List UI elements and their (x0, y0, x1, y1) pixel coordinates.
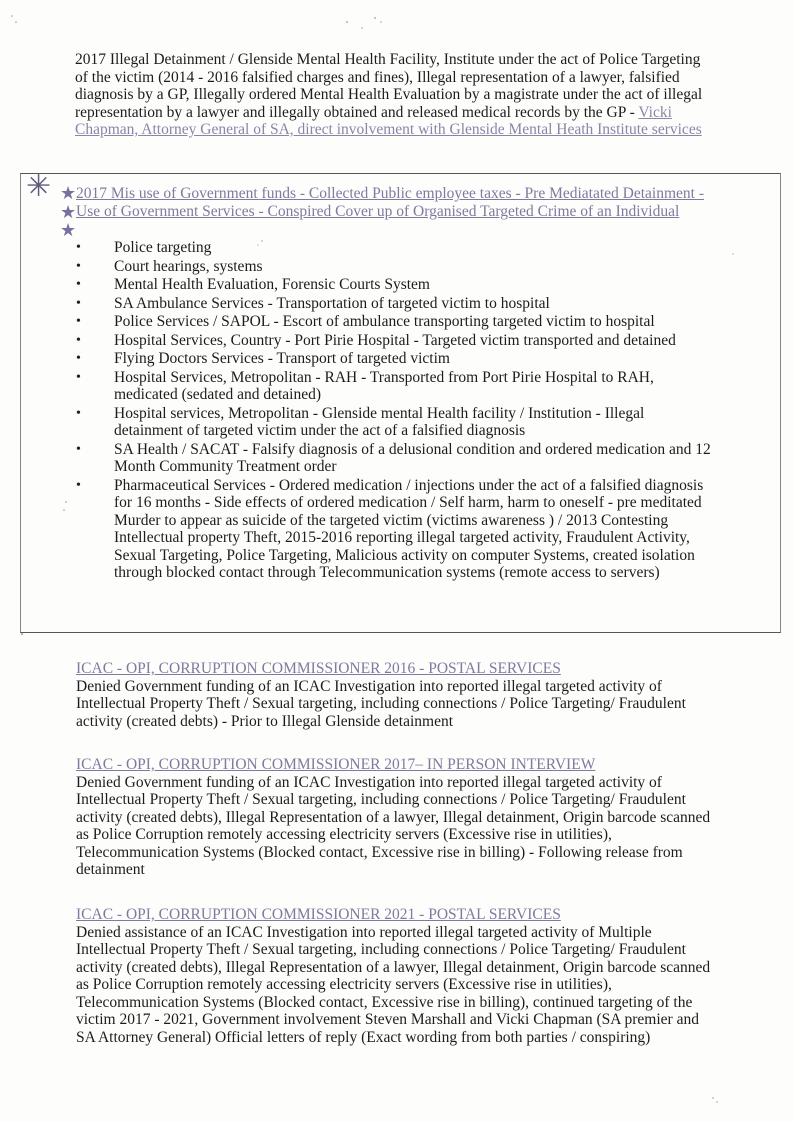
attorney-general-link[interactable]: Vicki Chapman, Attorney General of SA, direct involvement with Glenside Mental Heath Institute services (75, 103, 702, 138)
icac-2017-body: Denied Government funding of an ICAC Investigation into reported illegal targeted activity of Intellectual Property Theft / Sexual targeting, including connections / Police Targeting/ Fraudulent activity (created debts), Illegal Representation of a lawyer, Illegal detainment, Origin barcode scanned as Police Corruption remotely accessing electricity servers (Excessive rise in utilities), Telecommunication Systems (Blocked contact, Excessive rise in billing) - Following release from detainment (76, 773, 711, 878)
speck (11, 15, 13, 17)
speck (21, 633, 23, 635)
speck (257, 244, 258, 245)
list-item: • Hospital Services, Country - Port Pirie Hospital - Targeted victim transported and detained (76, 332, 716, 350)
asterisk-mark-icon: ✳ (26, 169, 52, 204)
speck (15, 21, 17, 23)
speck (716, 1101, 717, 1102)
icac-2016-body: Denied Government funding of an ICAC Investigation into reported illegal targeted activity of Intellectual Property Theft / Sexual targeting, including connections / Police Targeting/ Fraudulent activity (created debts) - Prior to Illegal Glenside detainment (76, 677, 686, 730)
star-mark-icon: ★ (60, 220, 77, 241)
speck (732, 253, 733, 254)
speck (374, 17, 376, 19)
speck (261, 240, 262, 241)
list-item: • Hospital Services, Metropolitan - RAH - Transported from Port Pirie Hospital to RAH, medicated (sedated and detained) (76, 369, 716, 404)
list-item: • Flying Doctors Services - Transport of targeted victim (76, 350, 716, 368)
list-item: • Mental Health Evaluation, Forensic Courts System (76, 276, 716, 294)
speck (346, 21, 348, 23)
list-item: • Pharmaceutical Services - Ordered medication / injections under the act of a falsified diagnosis for 16 months - Side effects of ordered medication / Self harm, harm to oneself - pre meditated Murder to appear as suicide of the targeted victim (victims awareness ) / 2013 Contesting Intellectual property Theft, 2015-2016 reporting illegal targeted activity, Fraudulent Activity, Sexual Targeting, Police Targeting, Malicious activity on computer Systems, created isolation through blocked contact through Telecommunication systems (remote access to servers) (76, 477, 716, 582)
icac-2016-title: ICAC - OPI, CORRUPTION COMMISSIONER 2016 - POSTAL SERVICES (76, 660, 561, 677)
speck (712, 1097, 714, 1099)
list-item: • Police targeting (76, 239, 716, 257)
speck (65, 501, 67, 503)
speck (361, 27, 362, 28)
icac-2017-title: ICAC - OPI, CORRUPTION COMMISSIONER 2017– IN PERSON INTERVIEW (76, 756, 596, 773)
star-mark-icon: ★ (60, 183, 77, 204)
list-item: • SA Health / SACAT - Falsify diagnosis of a delusional condition and ordered medication and 12 Month Community Treatment order (76, 441, 716, 476)
list-item: • Police Services / SAPOL - Escort of ambulance transporting targeted victim to hospital (76, 313, 716, 331)
glenside-detainment-text: 2017 Illegal Detainment / Glenside Mental Health Facility, Institute under the act of Police Targeting of the victim (2014 - 2016 falsified charges and fines), Illegal representation of a lawyer, falsified diagnosis by a GP, Illegally ordered Mental Health Evaluation by a magistrate under the act of illegal representation by a lawyer and illegally obtained and released medical records by the GP - (75, 51, 703, 121)
list-item: • SA Ambulance Services - Transportation of targeted victim to hospital (76, 295, 716, 313)
icac-2021-body: Denied assistance of an ICAC Investigation into reported illegal targeted activity of Multiple Intellectual Property Theft / Sexual targeting, including connections / Police Targeting/ Fraudulent activity (created debts), Illegal Representation of a lawyer, Illegal detainment, Origin barcode scanned as Police Corruption remotely accessing electricity servers (Excessive rise in utilities), Telecommunication Systems (Blocked contact, Excessive rise in billing), continued targeting of the victim 2017 - 2021, Government involvement Steven Marshall and Vicki Chapman (SA premier and SA Attorney General) Official letters of reply (Exact wording from both parties / conspiring) (76, 923, 711, 1046)
list-item: • Court hearings, systems (76, 258, 716, 276)
star-mark-icon: ★ (60, 202, 77, 223)
speck-group (11, 15, 733, 1103)
list-item: • Hospital services, Metropolitan - Glenside mental Health facility / Institution - Illegal detainment of targeted victim under the act of a falsified diagnosis (76, 405, 716, 440)
icac-2021-title: ICAC - OPI, CORRUPTION COMMISSIONER 2021 - POSTAL SERVICES (76, 906, 561, 923)
speck (63, 509, 65, 511)
speck (380, 21, 381, 22)
government-funds-heading: 2017 Mis use of Government funds - Collected Public employee taxes - Pre Mediatated Detainment - Use of Government Services - Conspired Cover up of Organised Targeted Crime of an Individual (76, 185, 705, 220)
